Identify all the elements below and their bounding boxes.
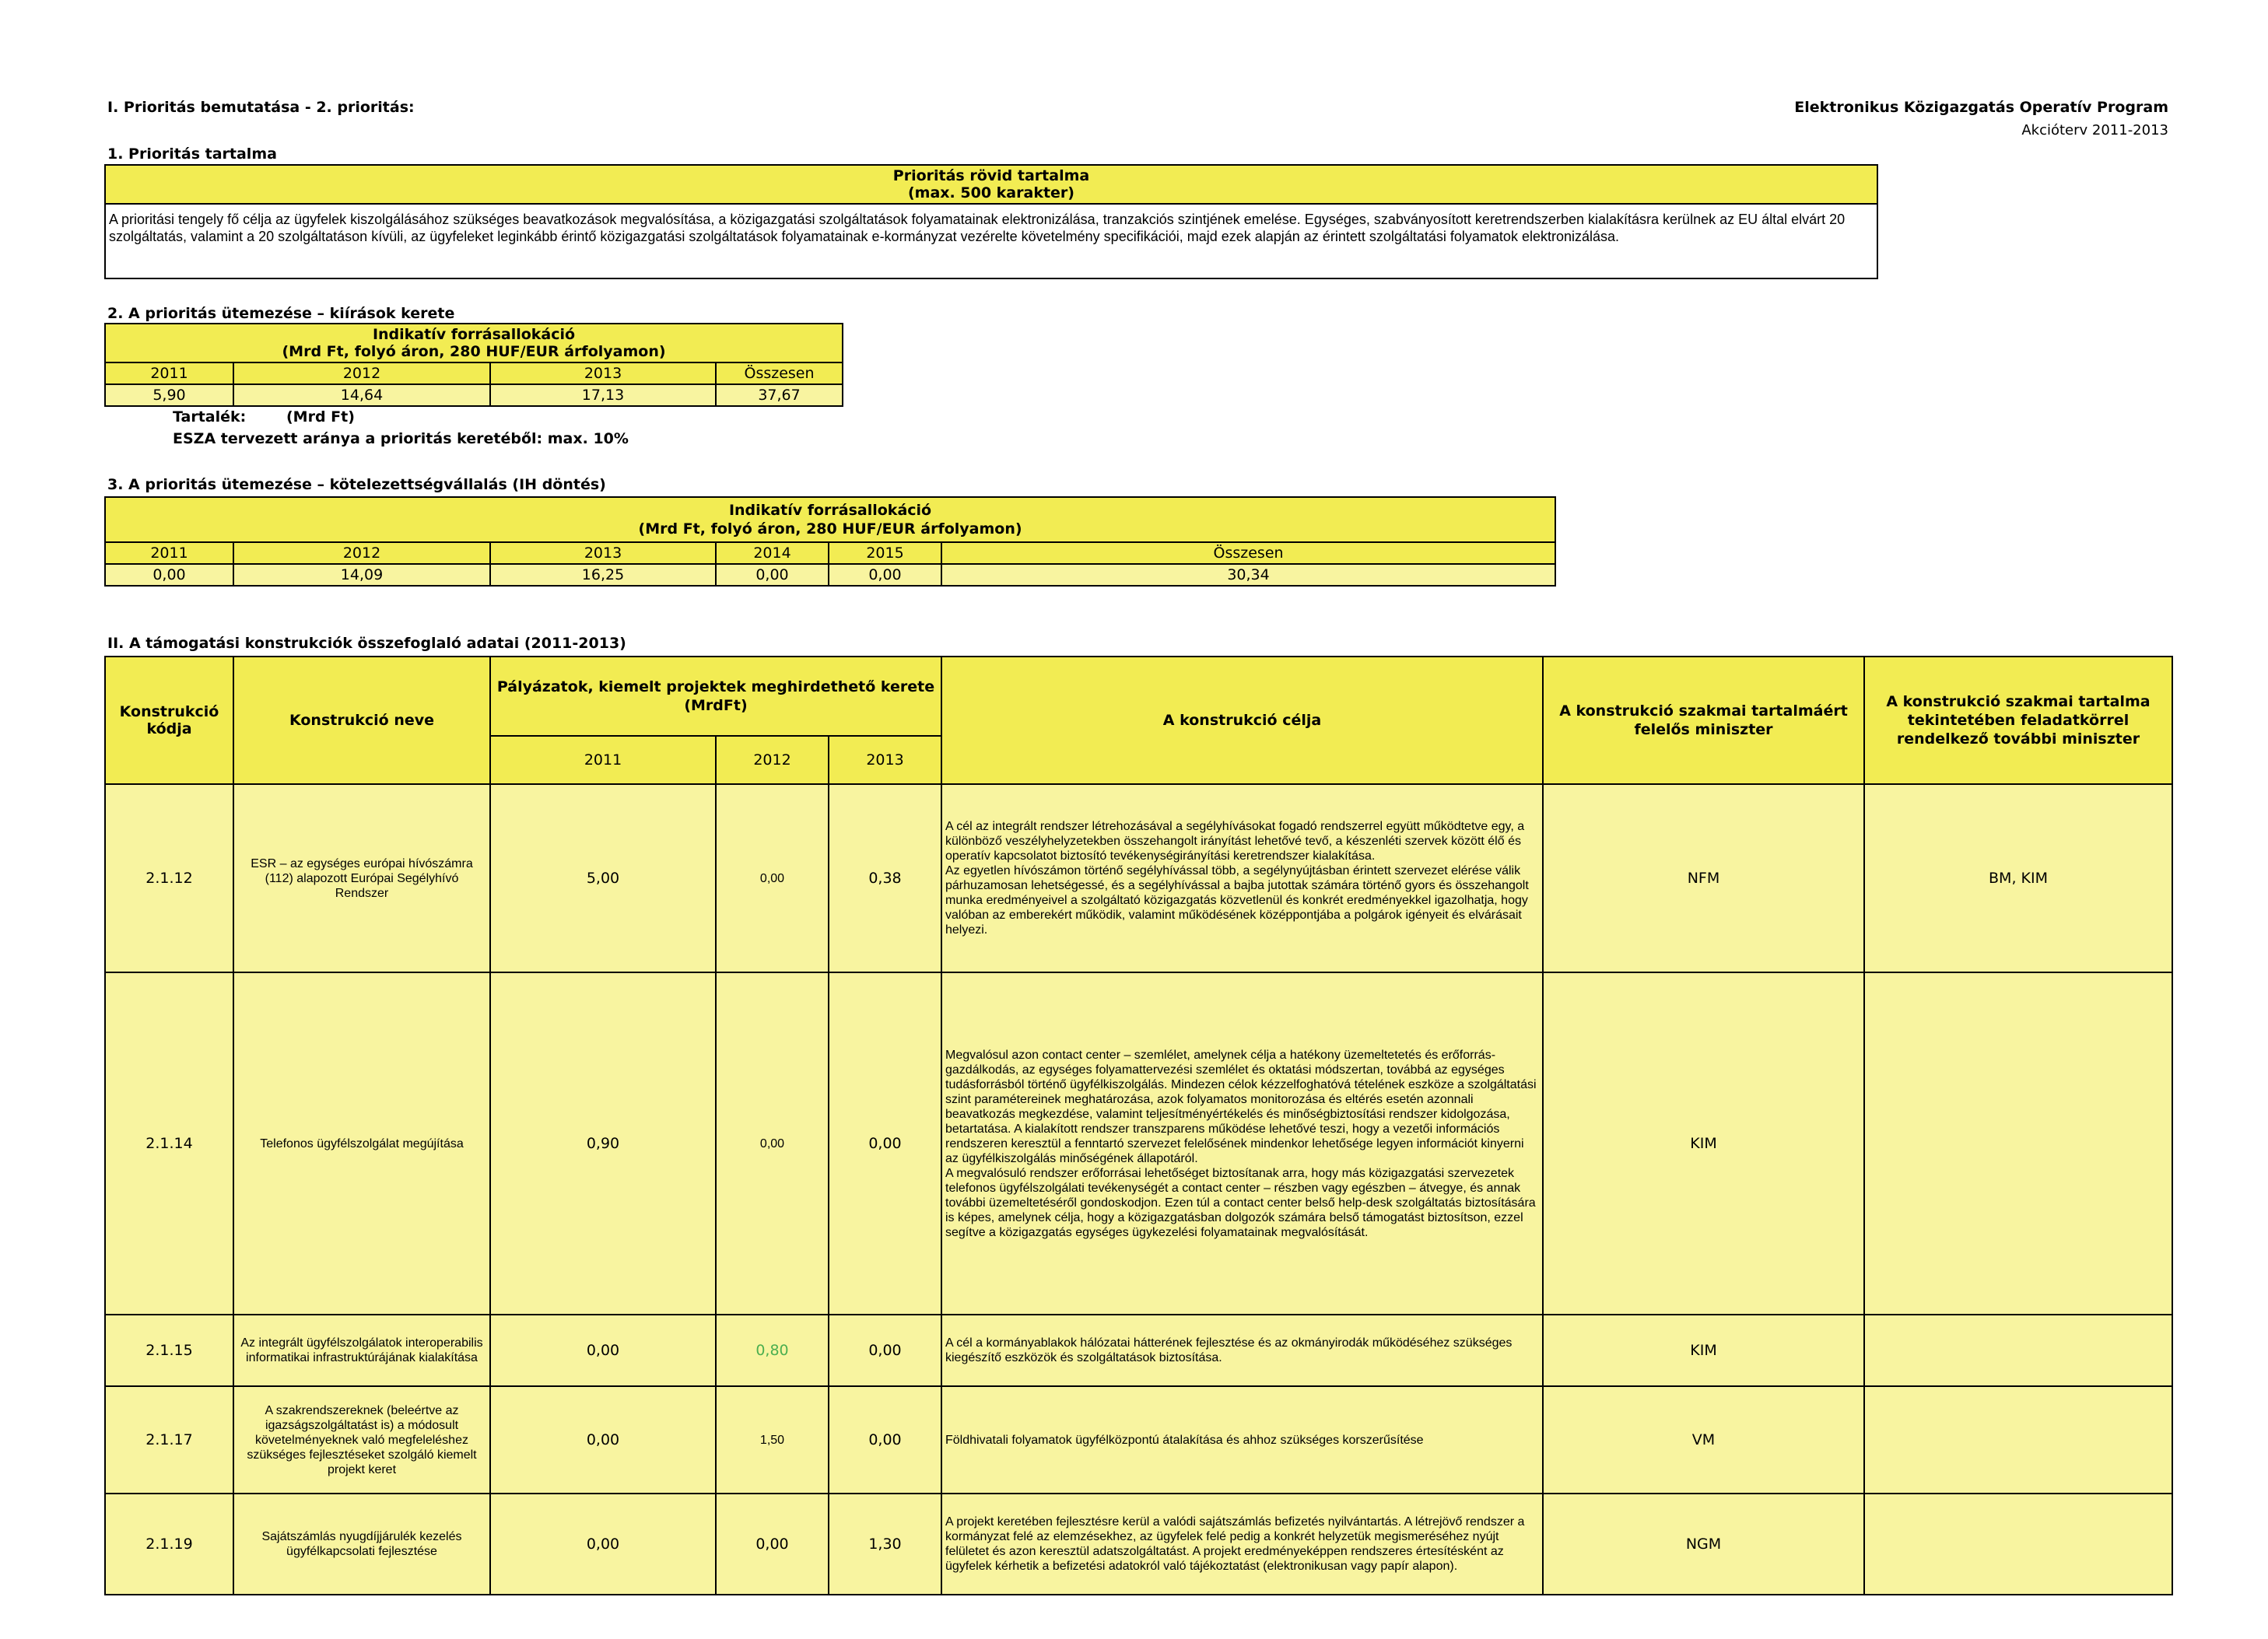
row-2013: 1,30 — [829, 1494, 941, 1595]
reserve-unit: (Mrd Ft) — [286, 408, 355, 426]
esza-note: ESZA tervezett aránya a prioritás keretéből: max. 10% — [173, 430, 629, 447]
construction-table — [104, 656, 2173, 1595]
table-row — [105, 784, 2172, 972]
header-year: 2011 — [490, 736, 716, 784]
row-2012: 0,00 — [716, 784, 829, 972]
table-row — [105, 1315, 2172, 1386]
header-code: Konstrukció kódja — [105, 657, 233, 784]
row-name: Telefonos ügyfélszolgálat megújítása — [233, 972, 490, 1315]
table-row — [105, 972, 2172, 1315]
row-2013: 0,00 — [829, 972, 941, 1315]
col-year: 2013 — [490, 362, 716, 384]
col-year: 2013 — [490, 542, 716, 564]
row-minister: KIM — [1543, 972, 1864, 1315]
row-name: Az integrált ügyfélszolgálatok interoperabilis informatikai infrastruktúrájának kialakítása — [233, 1315, 490, 1386]
table-row — [105, 1494, 2172, 1595]
reserve-label: Tartalék: — [173, 408, 247, 426]
row-2011: 0,00 — [490, 1315, 716, 1386]
priority-summary-limit: (max. 500 karakter) — [908, 184, 1074, 201]
col-year: 2011 — [105, 362, 233, 384]
allocation-table-commitment — [104, 496, 1556, 587]
commitment-header — [105, 497, 1555, 542]
row-2012: 0,00 — [716, 972, 829, 1315]
row-other-minister — [1864, 1386, 2172, 1494]
allocation-subtitle: (Mrd Ft, folyó áron, 280 HUF/EUR árfolyamon) — [282, 343, 666, 360]
commitment-title: Indikatív forrásallokáció — [728, 502, 932, 519]
row-goal: A cél a kormányablakok hálózatai hátterének fejlesztése és az okmányirodák működéséhez szükséges kiegészítő eszközök és szolgáltatások biztosítása. — [941, 1315, 1543, 1386]
section2-heading: 2. A prioritás ütemezése – kiírások kerete — [107, 305, 455, 322]
row-other-minister — [1864, 1315, 2172, 1386]
allocation-table-calls — [104, 323, 843, 407]
col-year: 2012 — [233, 542, 490, 564]
value-cell: 14,09 — [233, 564, 490, 586]
table-row — [105, 1386, 2172, 1494]
section4-heading: II. A támogatási konstrukciók összefoglaló adatai (2011-2013) — [107, 635, 626, 652]
value-cell: 14,64 — [233, 384, 490, 406]
col-year: 2012 — [233, 362, 490, 384]
col-year: 2014 — [716, 542, 829, 564]
row-name: A szakrendszereknek (beleértve az igazságszolgáltatást is) a módosult követelményeknek való megfeleléshez szükséges fejlesztéseket szolgáló kiemelt projekt keret — [233, 1386, 490, 1494]
col-year: 2015 — [829, 542, 941, 564]
priority-summary-header — [105, 165, 1877, 204]
program-title: Elektronikus Közigazgatás Operatív Program — [1794, 99, 2168, 116]
section3-heading: 3. A prioritás ütemezése – kötelezettségvállalás (IH döntés) — [107, 476, 606, 493]
row-other-minister — [1864, 972, 2172, 1315]
value-cell: 0,00 — [716, 564, 829, 586]
row-other-minister: BM, KIM — [1864, 784, 2172, 972]
row-2012: 1,50 — [716, 1386, 829, 1494]
value-cell: 5,90 — [105, 384, 233, 406]
value-cell: 0,00 — [829, 564, 941, 586]
row-goal: A cél az integrált rendszer létrehozásával a segélyhívásokat fogadó rendszerrel együtt működtetve egy, a különböző veszélyhelyzetekben összehangolt irányítást lehetővé tevő, a készenléti szervek között élő és operatív kapcsolatot biztosító tevékenységirányítási keretrendszer kialakítása. Az egyetlen hívószámon történő segélyhívással több, a segélynyújtásban érintett szervezet elérése válik párhuzamosan lehetségessé, és a segélyhívással a bajba jutottak számára történő gyors és összehangolt munka eredményeivel a szolgáltató közigazgatás közvetlenül és konkrét eredményekkel igazolhatja, hogy valóban az emberekért működik, valamint működésének középpontjába a polgárok igényeit és elvárásait helyezi. — [941, 784, 1543, 972]
row-minister: NFM — [1543, 784, 1864, 972]
header-budget: Pályázatok, kiemelt projektek meghirdethető kerete (MrdFt) — [490, 657, 941, 736]
priority-summary-table — [104, 164, 1878, 279]
row-goal: Megvalósul azon contact center – szemlélet, amelynek célja a hatékony üzemeltetetés és erőforrás-gazdálkodás, az egységes folyamattervezési szemlélet és oktatási módszertan, továbbá az egységes tudásforrásból történő ügyfélkiszolgálás. Mindezen célok kézzelfoghatóvá tételének eszköze a szolgáltatási szint paramétereinek meghatározása, azok folyamatos monitorozása és eltérés esetén azonnali beavatkozás megkezdése, valamint teljesítményértékelés és minőségbiztosítási rendszer kidolgozása, betartatása. A kialakított rendszer transzparens működése lehetővé teszi, hogy a vezetői információs rendszeren keresztül a fenntartó szervezet felelősének mindenkor lehetősége legyen információt kinyerni az ügyfélkiszolgálás minőségének állapotáról. A megvalósuló rendszer erőforrásai lehetőséget biztosítanak arra, hogy más közigazgatási szervezetek telefonos ügyfélszolgálati tevékenységét a contact center – részben vagy egészben – átvegye, és annak további üzemeltetéséről gondoskodjon. Ezen túl a contact center belső help-desk szolgáltatás biztosítására is képes, amelynek célja, hogy a közigazgatásban dolgozók számára belső támogatást biztosítson, ezzel segítve a közigazgatás egységes ügykezelési folyamatainak megvalósítását. — [941, 972, 1543, 1315]
col-total: Összesen — [716, 362, 843, 384]
header-name: Konstrukció neve — [233, 657, 490, 784]
priority-summary-text: A prioritási tengely fő célja az ügyfelek kiszolgálásához szükséges beavatkozások megvalósítása, a közigazgatási szolgáltatások folyamatainak elektronizálása, tranzakciós szintjének emelése. Egységes, szabványosított keretrendszerben kialakításra kerülnek az EU által elvárt 20 szolgáltatás, valamint a 20 szolgáltatáson kívüli, az ügyfeleket leginkább érintő közigazgatási szolgáltatások folyamatainak e-kormányzat vezérelte követelmény specifikációi, majd ezek alapján az érintett szolgáltatási folyamatok elektronizálása. — [105, 204, 1877, 278]
row-code: 2.1.15 — [105, 1315, 233, 1386]
header-goal: A konstrukció célja — [941, 657, 1543, 784]
value-cell: 0,00 — [105, 564, 233, 586]
total-cell: 30,34 — [941, 564, 1555, 586]
program-subtitle: Akcióterv 2011-2013 — [2021, 122, 2168, 138]
row-goal: A projekt keretében fejlesztésre kerül a valódi sajátszámlás befizetés nyilvántartás. A létrejövő rendszer a kormányzat felé az elemzésekhez, az ügyfelek felé pedig a konkrét helyzetük megismeréséhez nyújt felületet és azon keresztül adatszolgáltatást. A projekt eredményeképpen rendszeres értesítésként az ügyfelek kérhetik a befizetési adatokról való tájékoztatást (elektronikusan vagy papír alapon). — [941, 1494, 1543, 1595]
col-total: Összesen — [941, 542, 1555, 564]
header-year: 2013 — [829, 736, 941, 784]
row-2013: 0,00 — [829, 1315, 941, 1386]
allocation-title: Indikatív forrásallokáció — [372, 326, 576, 343]
commitment-subtitle: (Mrd Ft, folyó áron, 280 HUF/EUR árfolyamon) — [638, 520, 1022, 538]
row-2011: 5,00 — [490, 784, 716, 972]
row-code: 2.1.19 — [105, 1494, 233, 1595]
row-2013: 0,00 — [829, 1386, 941, 1494]
row-goal: Földhivatali folyamatok ügyfélközpontú átalakítása és ahhoz szükséges korszerűsítése — [941, 1386, 1543, 1494]
row-2013: 0,38 — [829, 784, 941, 972]
priority-summary-title: Prioritás rövid tartalma — [892, 167, 1090, 184]
row-2011: 0,90 — [490, 972, 716, 1315]
header-other-minister: A konstrukció szakmai tartalma tekintetében feladatkörrel rendelkező további miniszter — [1864, 657, 2172, 784]
section1-heading: 1. Prioritás tartalma — [107, 145, 277, 163]
header-minister: A konstrukció szakmai tartalmáért felelős miniszter — [1543, 657, 1864, 784]
value-cell: 17,13 — [490, 384, 716, 406]
total-cell: 37,67 — [716, 384, 843, 406]
value-cell: 16,25 — [490, 564, 716, 586]
row-2012: 0,80 — [716, 1315, 829, 1386]
row-2011: 0,00 — [490, 1494, 716, 1595]
row-name: ESR – az egységes európai hívószámra (112) alapozott Európai Segélyhívó Rendszer — [233, 784, 490, 972]
row-code: 2.1.14 — [105, 972, 233, 1315]
section-title: I. Prioritás bemutatása - 2. prioritás: — [107, 99, 415, 116]
row-minister: NGM — [1543, 1494, 1864, 1595]
col-year: 2011 — [105, 542, 233, 564]
header-year: 2012 — [716, 736, 829, 784]
row-code: 2.1.12 — [105, 784, 233, 972]
row-name: Sajátszámlás nyugdíjjárulék kezelés ügyfélkapcsolati fejlesztése — [233, 1494, 490, 1595]
row-code: 2.1.17 — [105, 1386, 233, 1494]
allocation-header — [105, 324, 843, 362]
row-other-minister — [1864, 1494, 2172, 1595]
row-minister: KIM — [1543, 1315, 1864, 1386]
row-minister: VM — [1543, 1386, 1864, 1494]
row-2012: 0,00 — [716, 1494, 829, 1595]
row-2011: 0,00 — [490, 1386, 716, 1494]
